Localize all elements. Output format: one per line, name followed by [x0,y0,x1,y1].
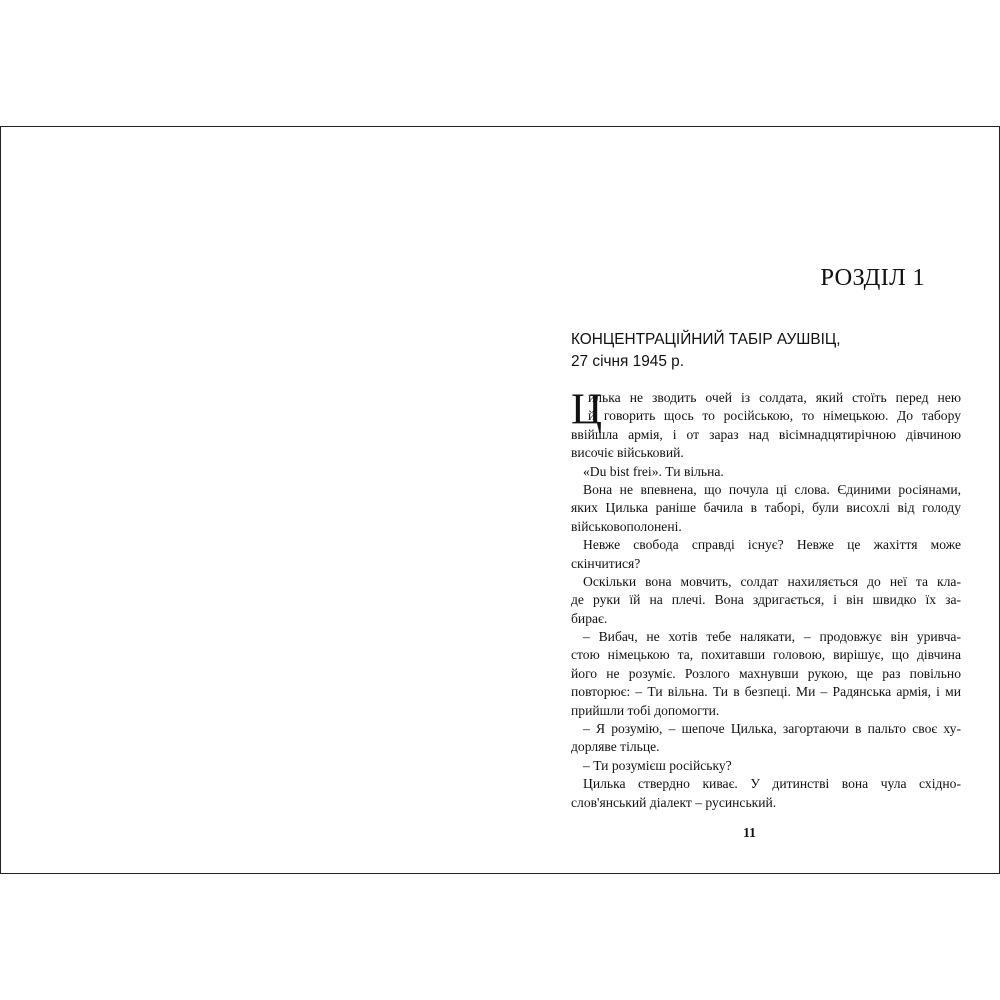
text-line: – Ти розумієш російську? [583,757,732,773]
text-line: де руки їй на плечі. Вона здригається, і він швидко їх за- [571,592,961,608]
text-line: – Вибач, не хотів тебе налякати, – продовжує він уривча- [583,629,961,645]
chapter-title: РОЗДІЛ 1 [820,264,925,291]
body-text [571,386,961,812]
book-spread [0,126,1000,874]
text-line: й говорить щось то російською, то німецькою. До табору [588,408,961,424]
text-line: илька не зводить очей із солдата, який стоїть перед нею [588,390,961,405]
text-line: ввійшла армія, і от зараз над вісімнадцятирічною дівчиною [571,426,961,442]
text-line: бирає. [571,610,608,626]
subtitle-location: КОНЦЕНТРАЦІЙНИЙ ТАБІР АУШВІЦ, [571,331,841,348]
text-line: його не розуміє. Розлого махнувши рукою, ще раз повільно [571,665,961,681]
text-line: дорляве тільце. [571,739,660,755]
text-line: Оскільки вона мовчить, солдат нахиляється до неї та кла- [583,573,961,589]
left-page [1,127,500,873]
text-line: прийшли тобі допомогти. [571,702,720,718]
drop-cap: Ц [571,386,603,433]
text-line: Цилька ствердно киває. У дитинстві вона чула східно- [583,776,961,792]
text-line: височіє військовий. [571,445,684,461]
text-line: Невже свобода справді існує? Невже це жахіття може [583,537,961,553]
text-line: стою німецькою та, похитавши головою, вирішує, що дівчина [571,647,961,663]
text-line: Вона не впевнена, що почула ці слова. Єдиними росіянами, [583,481,961,497]
chapter-subtitle [571,329,871,373]
text-line: «Du bist frei». Ти вільна. [583,463,724,479]
text-line: – Я розумію, – шепоче Цилька, загортаючи в пальто своє ху- [583,721,961,737]
subtitle-date: 27 січня 1945 р. [571,353,684,370]
text-line: слов'янський діалект – русинський. [571,794,777,810]
text-line: військовополонені. [571,518,682,534]
text-line: повторює: – Ти вільна. Ти в безпеці. Ми – Радянська армія, і ми [571,684,961,700]
text-line: яких Цилька раніше бачила в таборі, були висохлі від голоду [571,500,961,516]
right-page [500,127,999,873]
page-number: 11 [743,825,756,840]
text-line: скінчитися? [571,555,641,571]
